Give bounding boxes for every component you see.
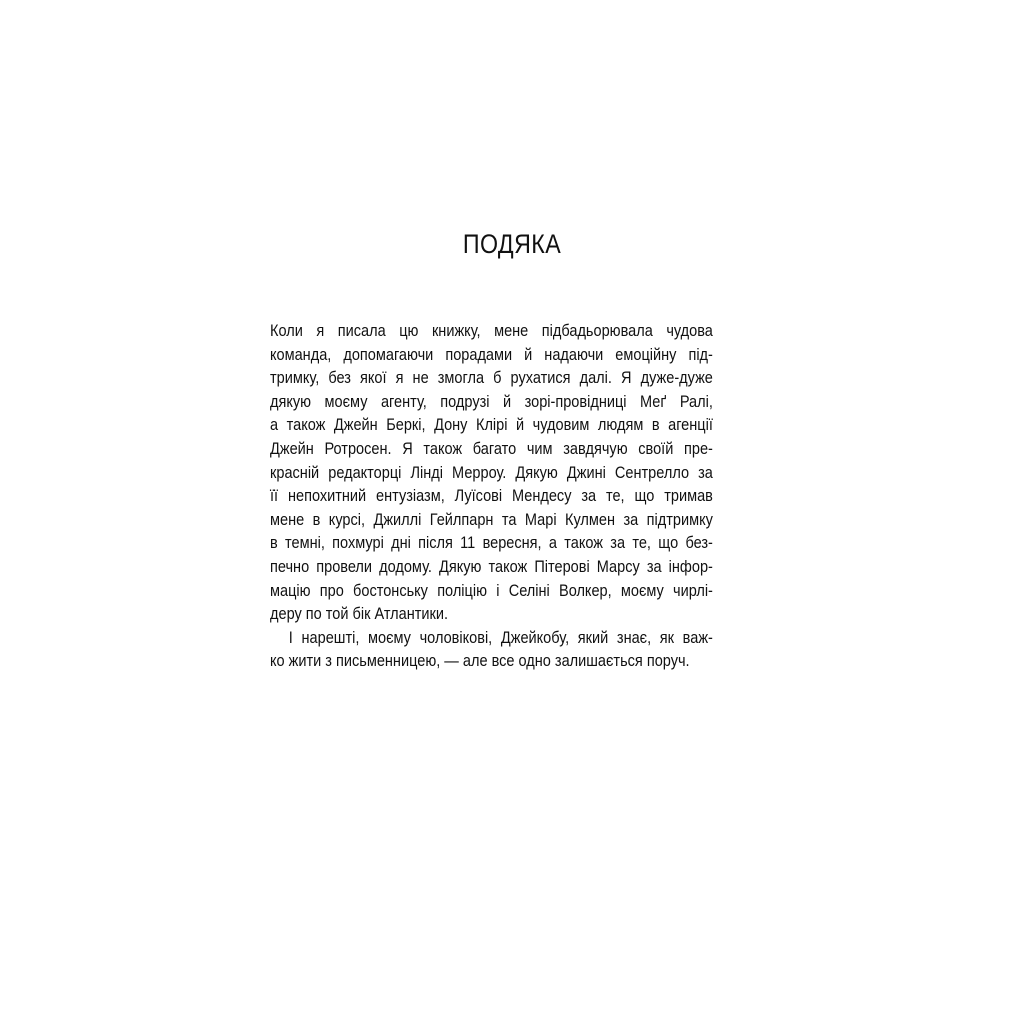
acknowledgements-text bbox=[270, 319, 713, 673]
text-line: деру по той бік Атлантики. bbox=[270, 604, 449, 624]
text-line: тримку, без якої я не змогла б рухатися далі. Я дуже-дуже bbox=[270, 368, 713, 388]
text-line: мене в курсі, Джиллі Гейлпарн та Марі Кулмен за підтримку bbox=[270, 509, 713, 529]
text-line: І нарешті, моєму чоловікові, Джейкобу, який знає, як важ- bbox=[288, 627, 713, 647]
text-line: її непохитний ентузіазм, Луїсові Мендесу за те, що тримав bbox=[270, 486, 713, 506]
page-title: ПОДЯКА bbox=[462, 229, 562, 259]
text-line: команда, допомагаючи порадами й надаючи емоційну під- bbox=[270, 344, 713, 364]
text-line: мацію про бостонську поліцію і Селіні Волкер, моєму чирлі- bbox=[270, 580, 713, 600]
text-line: в темні, похмурі дні після 11 вересня, а також за те, що без- bbox=[270, 533, 713, 553]
text-line: печно провели додому. Дякую також Пітерові Марсу за інфор- bbox=[270, 556, 713, 576]
text-line: Коли я писала цю книжку, мене підбадьорювала чудова bbox=[270, 321, 713, 340]
text-line: красній редакторці Лінді Мерроу. Дякую Джині Сентрелло за bbox=[270, 462, 713, 482]
text-line: дякую моєму агенту, подрузі й зорі-провідниці Меґ Ралі, bbox=[270, 391, 713, 411]
text-line: Джейн Ротросен. Я також багато чим завдячую своїй пре- bbox=[270, 438, 713, 458]
text-line: ко жити з письменницею, — але все одно залишається поруч. bbox=[270, 651, 690, 671]
text-line: а також Джейн Беркі, Дону Клірі й чудовим людям в агенції bbox=[270, 415, 713, 435]
